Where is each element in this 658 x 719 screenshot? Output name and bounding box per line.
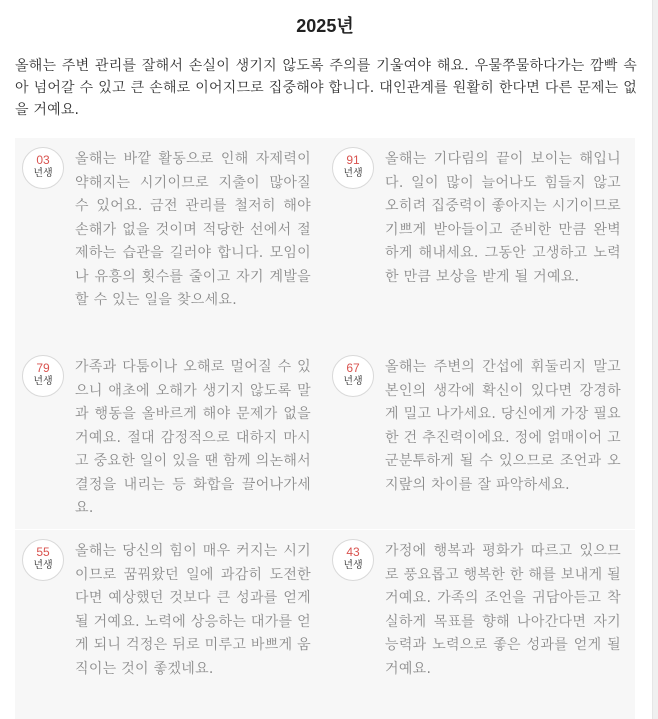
fortune-text: 가족과 다툼이나 오해로 멀어질 수 있으니 애초에 오해가 생기지 않도록 말과 행동을 올바르게 해야 문제가 없을 거예요. 절대 감정적으로 대하지 마시고 중요한 일이 있을 땐 함께 의논해서 결정을 내리는 등 화합을 끌어나가세요. [75, 359, 311, 516]
fortune-card-55 [15, 530, 325, 719]
birth-year-suffix: 년생 [343, 376, 363, 387]
birth-year-badge [22, 539, 64, 581]
birth-year: 03 [36, 153, 50, 167]
birth-year-suffix: 년생 [343, 168, 363, 179]
birth-year-badge [332, 147, 374, 189]
birth-year: 67 [346, 361, 360, 375]
fortune-card-43 [325, 530, 635, 719]
fortune-card-67 [325, 346, 635, 529]
birth-year: 43 [346, 545, 360, 559]
birth-year-suffix: 년생 [343, 560, 363, 571]
scrollbar[interactable] [652, 0, 658, 719]
birth-year-suffix: 년생 [33, 168, 53, 179]
fortune-text: 올해는 당신의 힘이 매우 커지는 시기이므로 꿈꿔왔던 일에 과감히 도전한다면 예상했던 것보다 큰 성과를 얻게 될 거예요. 노력에 상응하는 대가를 얻게 되니 걱정은 뒤로 미루고 바쁘게 움직이는 것이 좋겠네요. [75, 543, 311, 677]
birth-year: 79 [36, 361, 50, 375]
birth-year-badge [22, 355, 64, 397]
birth-year-suffix: 년생 [33, 560, 53, 571]
birth-year-badge [332, 355, 374, 397]
birth-year-badge [22, 147, 64, 189]
fortune-text: 올해는 바깥 활동으로 인해 자제력이 약해지는 시기이므로 지출이 많아질 수 있어요. 금전 관리를 철저히 해야 손해가 없을 것이며 적당한 선에서 절제하는 습관을 길러야 합니다. 모임이나 유흥의 횟수를 줄이고 자기 계발을 할 수 있는 일을 찾으세요. [75, 151, 311, 308]
fortune-text: 가정에 행복과 평화가 따르고 있으므로 풍요롭고 행복한 한 해를 보내게 될 거예요. 가족의 조언을 귀담아듣고 착실하게 목표를 향해 나아간다면 자기 능력과 노력으로 좋은 성과를 얻게 될 거예요. [385, 543, 621, 677]
page-title: 2025년 [296, 16, 354, 36]
fortune-text: 올해는 기다림의 끝이 보이는 해입니다. 일이 많이 늘어나도 힘들지 않고 오히려 집중력이 좋아지는 시기이므로 기쁘게 받아들이고 준비한 만큼 완벽하게 해내세요. 그동안 고생하고 노력한 만큼 보상을 받게 될 거예요. [385, 151, 621, 285]
fortune-card-79 [15, 346, 325, 529]
birth-year: 55 [36, 545, 50, 559]
birth-year: 91 [346, 153, 360, 167]
intro-text: 올해는 주변 관리를 잘해서 손실이 생기지 않도록 주의를 기울여야 해요. 우물쭈물하다가는 깜빡 속아 넘어갈 수 있고 큰 손해로 이어지므로 집중해야 합니다. 대인관계를 원활히 한다면 다른 문제는 없을 거예요. [15, 58, 637, 118]
fortune-card-91 [325, 138, 635, 346]
birth-year-badge [332, 539, 374, 581]
fortune-card-03 [15, 138, 325, 346]
fortune-text: 올해는 주변의 간섭에 휘둘리지 말고 본인의 생각에 확신이 있다면 강경하게 밀고 나가세요. 당신에게 가장 필요한 건 추진력이에요. 정에 얽매이어 고군분투하게 될 수 있으므로 조언과 오지랖의 차이를 잘 파악하세요. [385, 359, 621, 493]
birth-year-suffix: 년생 [33, 376, 53, 387]
